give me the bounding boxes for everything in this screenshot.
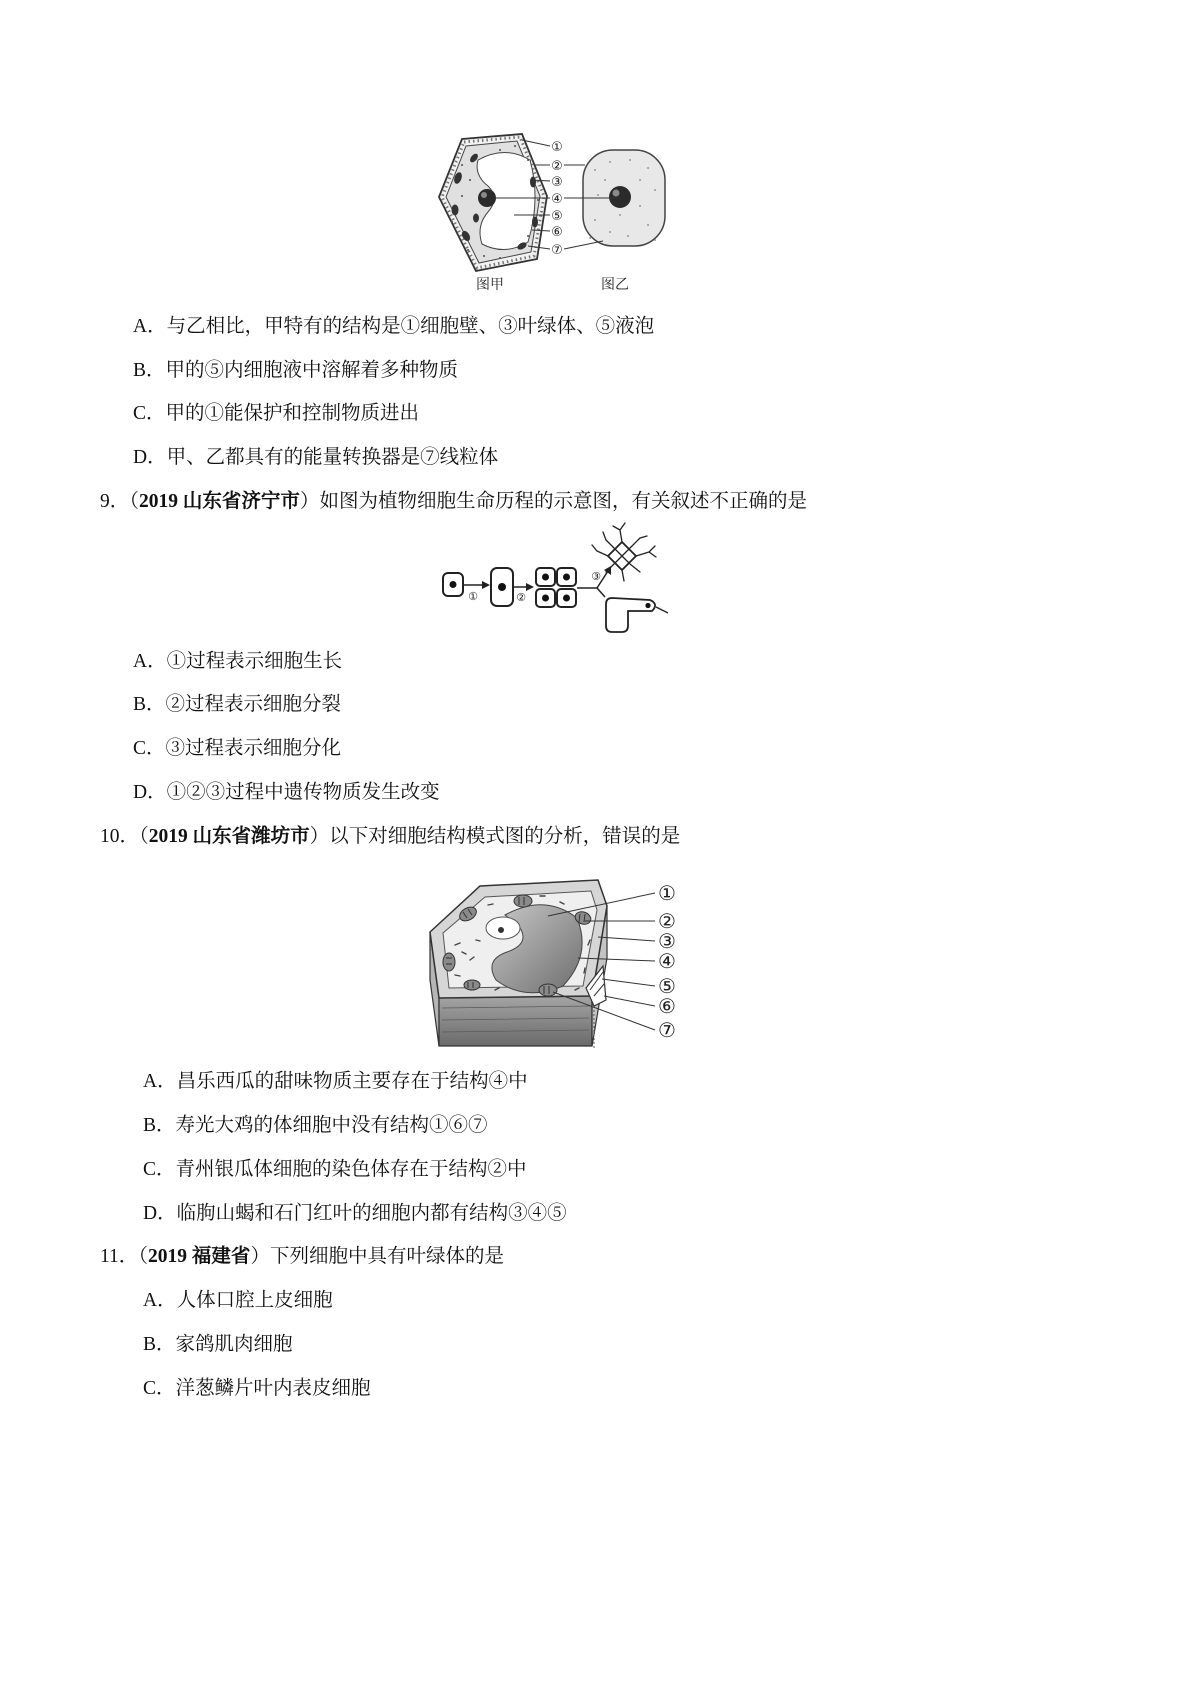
- chloroplast: [530, 177, 536, 188]
- figure-cell-life-process: [435, 520, 680, 640]
- label-line: [602, 979, 655, 986]
- cell-nucleolus: [498, 927, 504, 933]
- q11-option-a: [143, 1289, 333, 1313]
- option-letter: D．: [143, 1203, 177, 1224]
- figure-label: ⑥: [658, 994, 676, 1018]
- q11-option-b: [143, 1333, 293, 1357]
- figure-label: ③: [658, 929, 676, 953]
- figure-label: ①: [551, 140, 563, 155]
- cell-front-face: [439, 996, 592, 1046]
- figure-label: ⑦: [551, 243, 563, 258]
- figure-caption-left: 图甲: [476, 277, 504, 293]
- option-letter: A．: [143, 1071, 177, 1092]
- question-source: 2019 山东省济宁市: [139, 491, 300, 512]
- figure-label: ④: [658, 949, 676, 973]
- option-text: 洋葱鳞片叶内表皮细胞: [175, 1378, 371, 1399]
- option-letter: A．: [133, 651, 167, 672]
- question-number: 9．: [100, 491, 130, 512]
- cell-nucleus: [563, 574, 570, 581]
- process-label: ②: [516, 591, 526, 604]
- cell-nucleus: [498, 583, 506, 591]
- figure-plant-animal-cells: [430, 128, 680, 300]
- option-text: 甲、乙都具有的能量转换器是⑦线粒体: [166, 447, 499, 468]
- option-text: 与乙相比，甲特有的结构是①细胞壁、③叶绿体、⑤液泡: [166, 316, 655, 337]
- branch-line-down: [597, 588, 605, 597]
- label-line: [604, 996, 655, 1006]
- figure-label: ③: [551, 175, 563, 190]
- source-paren-open: （: [129, 491, 140, 512]
- question-stem: 以下对细胞结构模式图的分析，错误的是: [329, 826, 681, 847]
- option-letter: D．: [133, 782, 167, 803]
- q9-stem-line: [100, 490, 807, 514]
- chloroplast: [514, 895, 532, 907]
- option-text: ②过程表示细胞分裂: [165, 694, 342, 715]
- option-text: 寿光大鸡的体细胞中没有结构①⑥⑦: [175, 1115, 488, 1136]
- root-hair-tail: [656, 607, 668, 613]
- q9-option-d: [133, 781, 440, 805]
- q8-option-b: [133, 359, 458, 383]
- option-letter: A．: [143, 1290, 177, 1311]
- option-letter: C．: [133, 403, 166, 424]
- q10-option-d: [143, 1202, 567, 1226]
- option-letter: C．: [143, 1159, 176, 1180]
- cell-nucleus: [542, 595, 549, 602]
- q10-stem-line: [100, 825, 680, 849]
- option-letter: C．: [133, 738, 166, 759]
- option-text: 家鸽肌肉细胞: [175, 1334, 293, 1355]
- q10-option-a: [143, 1070, 528, 1094]
- chloroplast: [443, 953, 455, 971]
- option-text: ①②③过程中遗传物质发生改变: [166, 782, 440, 803]
- option-text: 昌乐西瓜的甜味物质主要存在于结构④中: [176, 1071, 528, 1092]
- chloroplast: [464, 980, 480, 990]
- q10-option-c: [143, 1158, 527, 1182]
- q8-option-d: [133, 446, 498, 470]
- figure-label: ①: [658, 881, 676, 905]
- process-label: ③: [591, 570, 601, 583]
- option-text: 甲的①能保护和控制物质进出: [165, 403, 420, 424]
- label-line: [564, 241, 603, 249]
- animal-cell-nucleus: [609, 186, 631, 208]
- chloroplast: [452, 205, 459, 216]
- chloroplast: [532, 217, 538, 228]
- option-text: ③过程表示细胞分化: [165, 738, 342, 759]
- question-number: 10．: [100, 826, 140, 847]
- chloroplast: [539, 984, 557, 996]
- option-letter: A．: [133, 316, 167, 337]
- question-stem: 如图为植物细胞生命历程的示意图，有关叙述不正确的是: [319, 491, 807, 512]
- figure-3d-plant-cell: [425, 868, 715, 1058]
- option-text: 人体口腔上皮细胞: [176, 1290, 333, 1311]
- q10-option-b: [143, 1114, 488, 1138]
- q11-stem-line: [100, 1245, 504, 1269]
- source-paren-open: （: [139, 826, 149, 847]
- figure-label: ⑤: [551, 209, 563, 224]
- question-source: 2019 山东省潍坊市: [148, 826, 310, 847]
- source-paren-close: ）: [250, 1246, 270, 1267]
- option-letter: B．: [133, 694, 166, 715]
- option-text: 青州银瓜体细胞的染色体存在于结构②中: [175, 1159, 527, 1180]
- q8-option-a: [133, 315, 654, 339]
- option-text: ①过程表示细胞生长: [166, 651, 343, 672]
- q9-option-c: [133, 737, 341, 761]
- q9-option-b: [133, 693, 341, 717]
- root-hair-cell-nucleus: [645, 603, 650, 608]
- figure-label: ⑥: [551, 225, 563, 240]
- plant-cell-nucleus-highlight: [481, 192, 487, 198]
- option-letter: B．: [133, 360, 166, 381]
- cell-nucleus: [563, 595, 570, 602]
- plant-cell-nucleus: [478, 189, 496, 207]
- process-arrowhead: [526, 583, 534, 591]
- option-letter: C．: [143, 1378, 176, 1399]
- animal-cell-nucleus-highlight: [613, 190, 620, 197]
- figure-label: ⑤: [658, 974, 676, 998]
- question-number: 11．: [100, 1246, 139, 1267]
- question-source: 2019 福建省: [148, 1246, 251, 1267]
- process-label: ①: [468, 590, 478, 603]
- option-text: 临朐山蝎和石门红叶的细胞内都有结构③④⑤: [176, 1203, 567, 1224]
- process-arrowhead: [482, 581, 490, 589]
- source-paren-close: ）: [299, 491, 320, 512]
- q9-option-a: [133, 650, 342, 674]
- cell-nucleus: [450, 581, 457, 588]
- option-letter: B．: [143, 1115, 176, 1136]
- source-paren-close: ）: [309, 826, 330, 847]
- q11-option-c: [143, 1377, 371, 1401]
- figure-label: ④: [551, 192, 563, 207]
- option-letter: D．: [133, 447, 167, 468]
- figure-label: ②: [551, 159, 563, 174]
- option-letter: B．: [143, 1334, 176, 1355]
- q8-option-c: [133, 402, 419, 426]
- chloroplast: [473, 214, 479, 223]
- source-paren-open: （: [138, 1246, 149, 1267]
- figure-label: ⑦: [658, 1018, 676, 1042]
- cell-nucleus: [542, 574, 549, 581]
- question-stem: 下列细胞中具有叶绿体的是: [269, 1246, 504, 1267]
- option-text: 甲的⑤内细胞液中溶解着多种物质: [165, 360, 459, 381]
- figure-caption-right: 图乙: [601, 277, 629, 293]
- figure-label: ②: [658, 909, 676, 933]
